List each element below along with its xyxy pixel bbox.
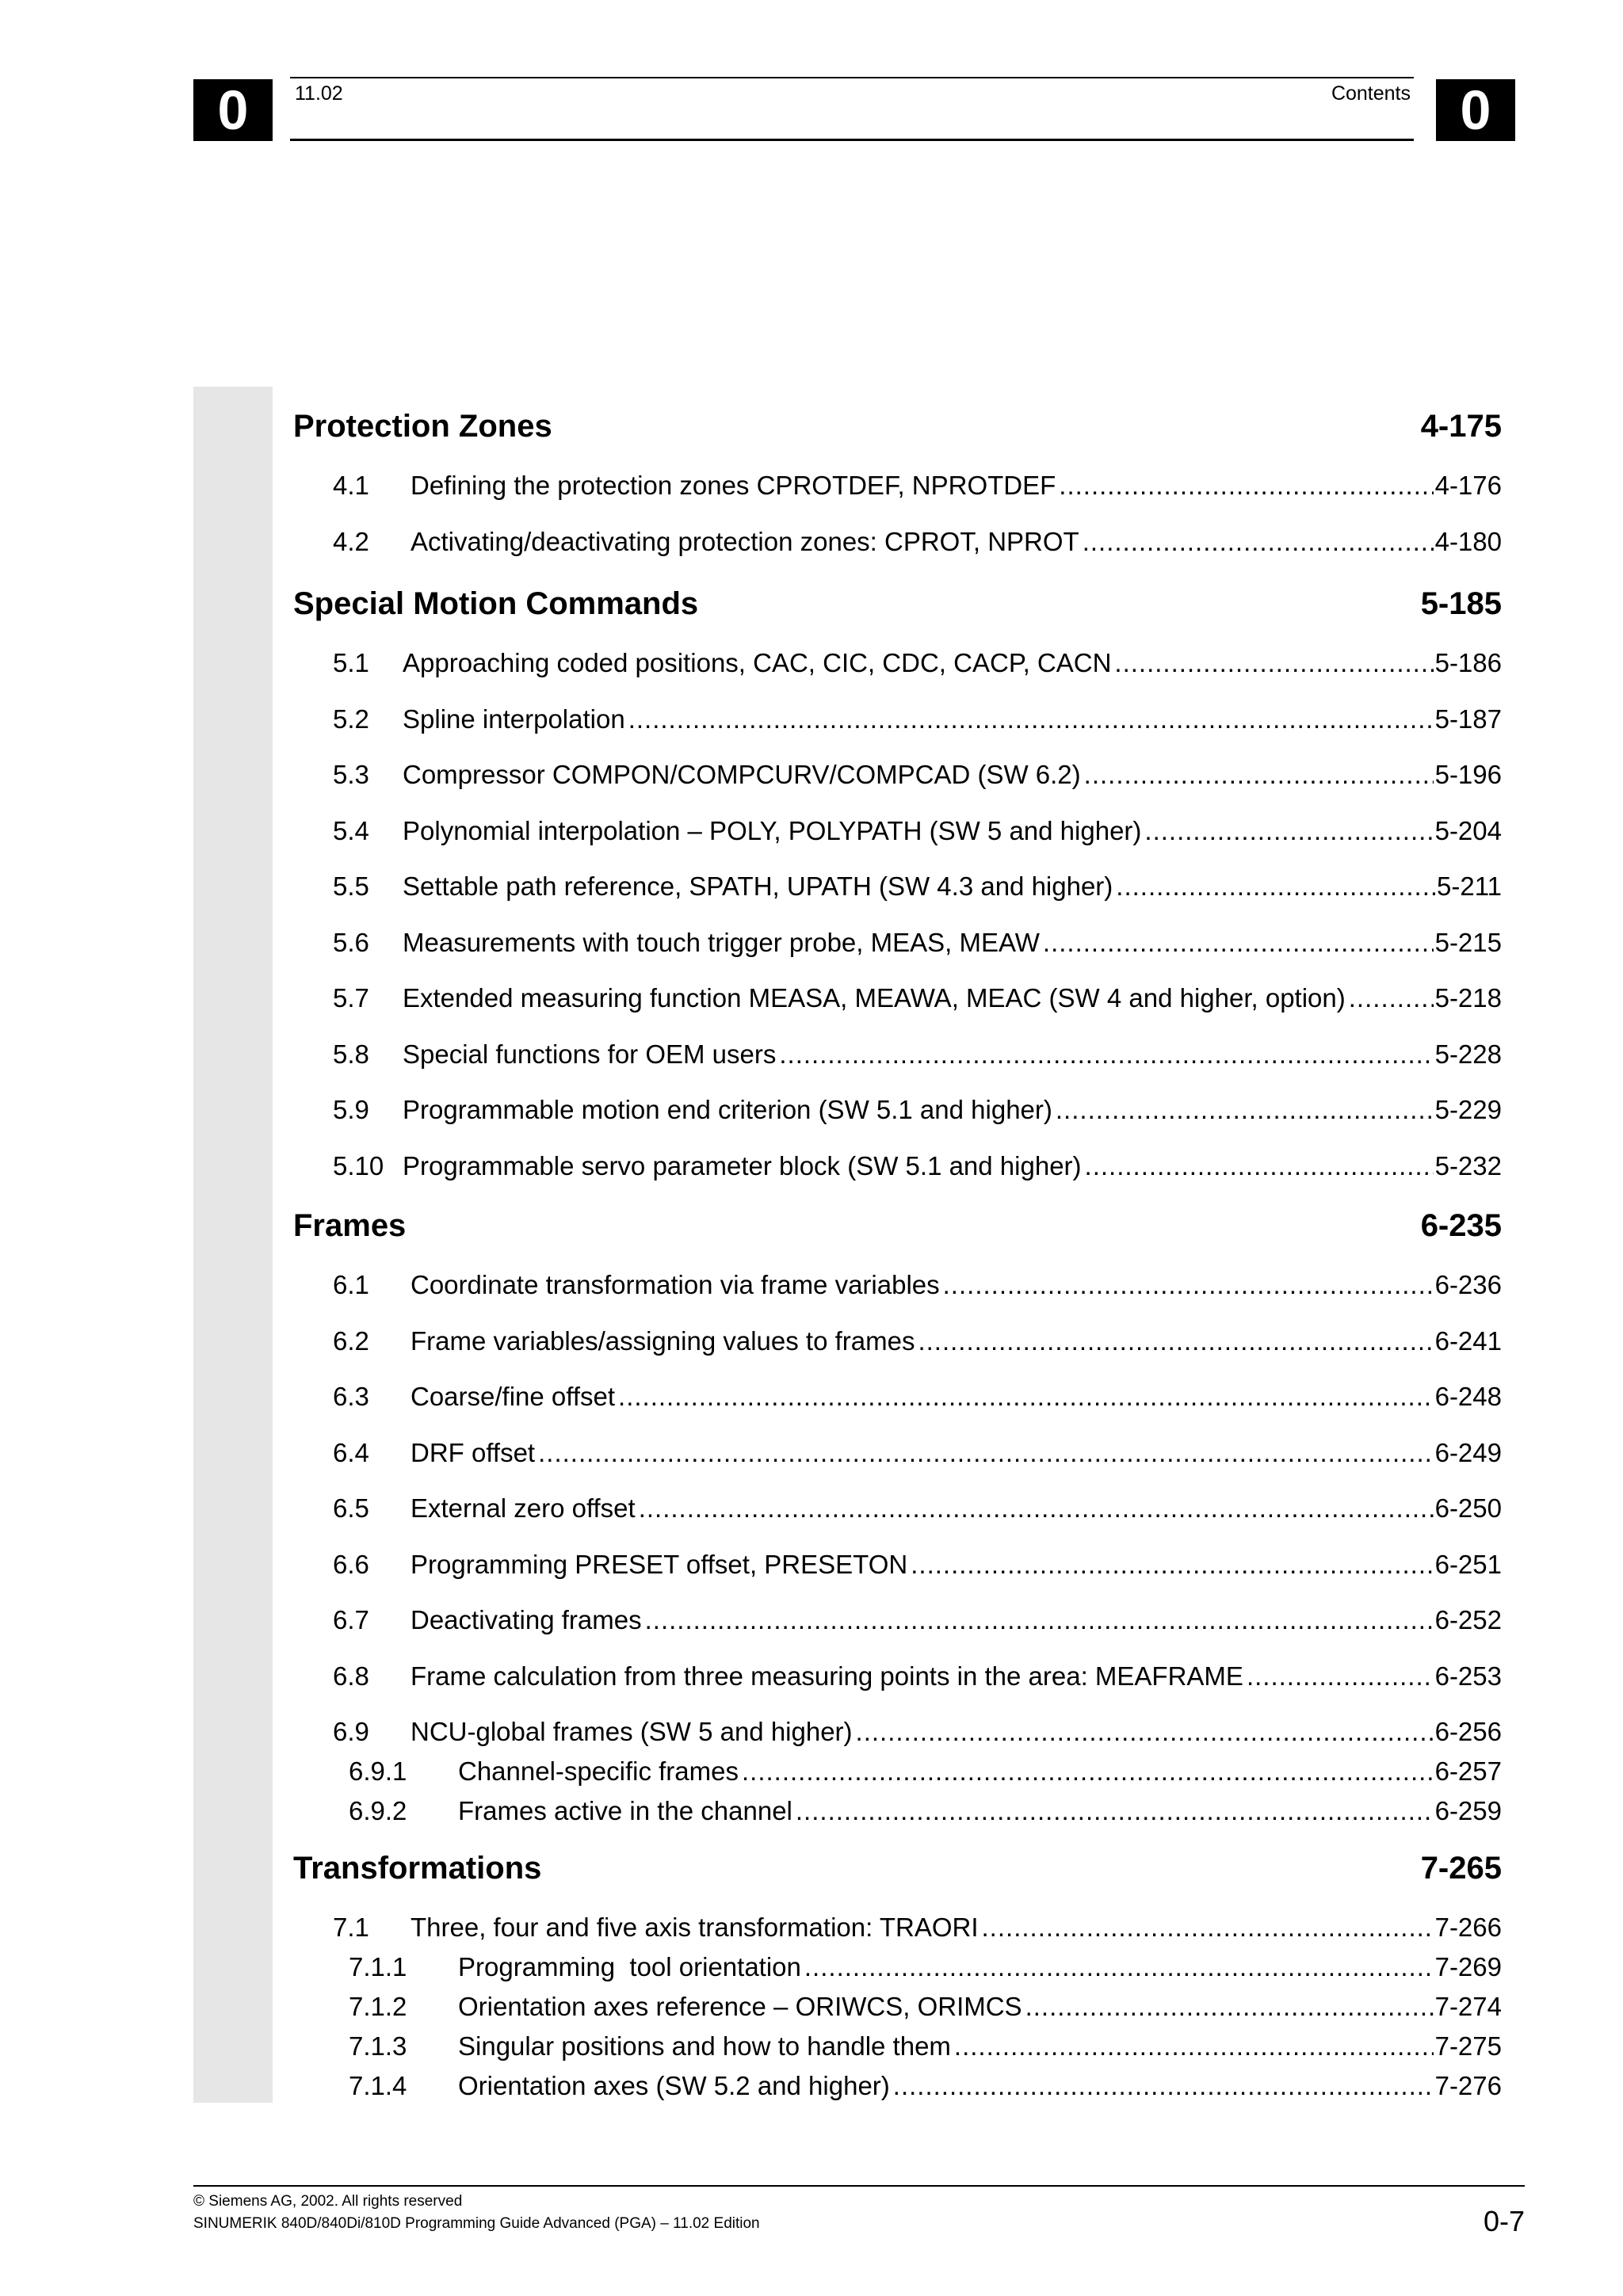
entry-number: 6.3 xyxy=(333,1382,369,1411)
footer-copyright: © Siemens AG, 2002. All rights reserved xyxy=(193,2193,463,2210)
entry-number: 6.4 xyxy=(333,1438,369,1467)
leader-dots xyxy=(890,2069,1434,2103)
entry-number: 5.7 xyxy=(333,983,369,1013)
entry-title: Programmable motion end criterion (SW 5.1 and higher) xyxy=(403,1095,1052,1124)
entry-page: 6-250 xyxy=(1434,1493,1502,1523)
leader-dots xyxy=(1243,1659,1434,1694)
leader-dots xyxy=(801,1950,1434,1985)
toc-subentry[interactable] xyxy=(349,1989,1502,2024)
chapter-title: Transformations xyxy=(293,1851,542,1886)
leader-dots xyxy=(940,1268,1434,1302)
entry-title: External zero offset xyxy=(411,1493,636,1523)
toc-entry[interactable] xyxy=(333,646,1502,681)
leader-dots xyxy=(1111,646,1433,681)
chapter-page: 7-265 xyxy=(1420,1851,1502,1886)
entry-number: 5.6 xyxy=(333,928,369,957)
entry-title: Extended measuring function MEASA, MEAWA, MEAC (SW 4 and higher, option) xyxy=(403,983,1346,1013)
leader-dots xyxy=(776,1037,1433,1072)
chapter-box-right: 0 xyxy=(1436,79,1515,141)
leader-dots xyxy=(792,1794,1434,1829)
footer-document-title: SINUMERIK 840D/840Di/810D Programming Guide Advanced (PGA) – 11.02 Edition xyxy=(193,2215,760,2232)
entry-title: DRF offset xyxy=(411,1438,536,1467)
entry-title: Singular positions and how to handle them xyxy=(458,2031,951,2061)
entry-title: Measurements with touch trigger probe, MEAS, MEAW xyxy=(403,928,1040,957)
entry-title: Settable path reference, SPATH, UPATH (SW 4.3 and higher) xyxy=(403,871,1113,901)
toc-entry[interactable] xyxy=(333,468,1502,503)
toc-entry[interactable] xyxy=(333,1603,1502,1638)
chapter-heading xyxy=(293,585,1502,623)
entry-number: 7.1.3 xyxy=(349,2031,407,2061)
entry-number: 5.9 xyxy=(333,1095,369,1124)
toc-entry[interactable] xyxy=(333,981,1502,1016)
footer-page-number: 0-7 xyxy=(1483,2205,1525,2237)
entry-title: Orientation axes (SW 5.2 and higher) xyxy=(458,2071,890,2100)
toc-subentry[interactable] xyxy=(349,1794,1502,1829)
leader-dots xyxy=(1079,524,1434,559)
entry-number: 5.5 xyxy=(333,871,369,901)
toc-subentry[interactable] xyxy=(349,1754,1502,1789)
toc-entry[interactable] xyxy=(333,757,1502,792)
entry-title: Defining the protection zones CPROTDEF, NPROTDEF xyxy=(411,471,1056,500)
leader-dots xyxy=(636,1491,1434,1526)
entry-number: 7.1.1 xyxy=(349,1952,407,1981)
entry-page: 7-276 xyxy=(1434,2071,1502,2100)
entry-number: 7.1 xyxy=(333,1913,369,1942)
entry-page: 5-211 xyxy=(1437,871,1502,901)
leader-dots xyxy=(625,702,1434,737)
toc-entry[interactable] xyxy=(333,1379,1502,1414)
leader-dots xyxy=(642,1603,1434,1638)
leader-dots xyxy=(1022,1989,1434,2024)
entry-number: 6.6 xyxy=(333,1550,369,1579)
entry-title: Orientation axes reference – ORIWCS, ORIMCS xyxy=(458,1992,1022,2021)
sidebar-band xyxy=(193,387,273,2103)
toc-entry[interactable] xyxy=(333,524,1502,559)
entry-page: 7-266 xyxy=(1434,1913,1502,1942)
entry-title: Frame calculation from three measuring points in the area: MEAFRAME xyxy=(411,1661,1243,1691)
entry-title: Coordinate transformation via frame variables xyxy=(411,1270,940,1299)
entry-page: 5-187 xyxy=(1434,704,1502,734)
entry-page: 4-180 xyxy=(1434,527,1502,556)
entry-page: 5-229 xyxy=(1434,1095,1502,1124)
entry-page: 5-215 xyxy=(1434,928,1502,957)
leader-dots xyxy=(1141,814,1433,849)
entry-number: 4.1 xyxy=(333,471,369,500)
entry-title: Programmable servo parameter block (SW 5.1 and higher) xyxy=(403,1151,1082,1180)
toc-subentry[interactable] xyxy=(349,1950,1502,1985)
chapter-page: 4-175 xyxy=(1420,409,1502,444)
entry-page: 6-253 xyxy=(1434,1661,1502,1691)
entry-number: 6.1 xyxy=(333,1270,369,1299)
toc-entry[interactable] xyxy=(333,1093,1502,1127)
entry-title: Coarse/fine offset xyxy=(411,1382,616,1411)
toc-entry[interactable] xyxy=(333,1659,1502,1694)
toc-entry[interactable] xyxy=(333,1324,1502,1359)
entry-number: 6.2 xyxy=(333,1326,369,1356)
entry-number: 5.2 xyxy=(333,704,369,734)
entry-title: Compressor COMPON/COMPCURV/COMPCAD (SW 6.2) xyxy=(403,760,1081,789)
entry-page: 6-251 xyxy=(1434,1550,1502,1579)
entry-page: 4-176 xyxy=(1434,471,1502,500)
toc-entry[interactable] xyxy=(333,1491,1502,1526)
chapter-title: Frames xyxy=(293,1208,407,1243)
entry-number: 5.10 xyxy=(333,1151,384,1180)
chapter-page: 6-235 xyxy=(1420,1208,1502,1243)
entry-number: 6.8 xyxy=(333,1661,369,1691)
leader-dots xyxy=(915,1324,1433,1359)
entry-title: Channel-specific frames xyxy=(458,1756,739,1786)
leader-dots xyxy=(1056,468,1433,503)
entry-page: 5-232 xyxy=(1434,1151,1502,1180)
entry-title: Approaching coded positions, CAC, CIC, CDC, CACP, CACN xyxy=(403,648,1112,677)
leader-dots xyxy=(907,1547,1433,1582)
toc-entry[interactable] xyxy=(333,1149,1502,1184)
leader-dots xyxy=(535,1436,1433,1470)
entry-page: 5-196 xyxy=(1434,760,1502,789)
leader-dots xyxy=(951,2029,1434,2064)
entry-number: 6.5 xyxy=(333,1493,369,1523)
leader-dots xyxy=(853,1714,1434,1749)
entry-number: 5.1 xyxy=(333,648,369,677)
entry-title: Special functions for OEM users xyxy=(403,1039,777,1069)
chapter-box-left: 0 xyxy=(193,79,273,141)
toc-entry[interactable] xyxy=(333,814,1502,849)
toc-entry[interactable] xyxy=(333,1714,1502,1749)
entry-page: 5-204 xyxy=(1434,816,1502,845)
entry-title: Frames active in the channel xyxy=(458,1796,792,1825)
entry-title: Spline interpolation xyxy=(403,704,625,734)
entry-page: 6-241 xyxy=(1434,1326,1502,1356)
entry-title: Activating/deactivating protection zones: CPROT, NPROT xyxy=(411,527,1079,556)
entry-title: Frame variables/assigning values to frames xyxy=(411,1326,915,1356)
chapter-title: Protection Zones xyxy=(293,409,552,444)
leader-dots xyxy=(1040,925,1434,960)
entry-number: 5.8 xyxy=(333,1039,369,1069)
leader-dots xyxy=(979,1910,1434,1945)
chapter-heading xyxy=(293,1207,1502,1245)
leader-dots xyxy=(1052,1093,1434,1127)
chapter-heading xyxy=(293,407,1502,445)
entry-page: 5-218 xyxy=(1434,983,1502,1013)
entry-title: Programming PRESET offset, PRESETON xyxy=(411,1550,908,1579)
chapter-page: 5-185 xyxy=(1420,586,1502,621)
toc-subentry[interactable] xyxy=(349,2069,1502,2103)
entry-number: 6.7 xyxy=(333,1605,369,1634)
entry-page: 7-274 xyxy=(1434,1992,1502,2021)
entry-page: 6-248 xyxy=(1434,1382,1502,1411)
leader-dots xyxy=(1081,757,1434,792)
toc-entry[interactable] xyxy=(333,1547,1502,1582)
entry-title: Deactivating frames xyxy=(411,1605,642,1634)
entry-number: 6.9 xyxy=(333,1717,369,1746)
entry-page: 6-259 xyxy=(1434,1796,1502,1825)
leader-dots xyxy=(739,1754,1434,1789)
toc-entry[interactable] xyxy=(333,1268,1502,1302)
entry-number: 4.2 xyxy=(333,527,369,556)
toc-subentry[interactable] xyxy=(349,2029,1502,2064)
entry-page: 6-252 xyxy=(1434,1605,1502,1634)
entry-page: 6-257 xyxy=(1434,1756,1502,1786)
leader-dots xyxy=(615,1379,1434,1414)
entry-page: 7-275 xyxy=(1434,2031,1502,2061)
chapter-heading xyxy=(293,1849,1502,1887)
toc-entry[interactable] xyxy=(333,925,1502,960)
entry-page: 6-256 xyxy=(1434,1717,1502,1746)
entry-page: 7-269 xyxy=(1434,1952,1502,1981)
entry-number: 7.1.2 xyxy=(349,1992,407,2021)
entry-page: 6-249 xyxy=(1434,1438,1502,1467)
entry-title: Programming tool orientation xyxy=(458,1952,801,1981)
entry-title: Polynomial interpolation – POLY, POLYPATH (SW 5 and higher) xyxy=(403,816,1142,845)
header-title: Contents xyxy=(1331,82,1411,105)
entry-number: 6.9.1 xyxy=(349,1756,407,1786)
footer-rule xyxy=(193,2185,1525,2187)
entry-page: 5-228 xyxy=(1434,1039,1502,1069)
entry-page: 6-236 xyxy=(1434,1270,1502,1299)
entry-number: 6.9.2 xyxy=(349,1796,407,1825)
header-date: 11.02 xyxy=(295,82,343,105)
leader-dots xyxy=(1346,981,1434,1016)
header-top-rule xyxy=(290,77,1414,78)
leader-dots xyxy=(1082,1149,1434,1184)
toc-entry[interactable] xyxy=(333,869,1502,904)
entry-number: 5.4 xyxy=(333,816,369,845)
entry-title: NCU-global frames (SW 5 and higher) xyxy=(411,1717,853,1746)
toc-entry[interactable] xyxy=(333,1037,1502,1072)
entry-title: Three, four and five axis transformation: TRAORI xyxy=(411,1913,979,1942)
entry-page: 5-186 xyxy=(1434,648,1502,677)
entry-number: 5.3 xyxy=(333,760,369,789)
leader-dots xyxy=(1113,869,1435,904)
header-bottom-rule xyxy=(290,139,1414,141)
toc-entry[interactable] xyxy=(333,1910,1502,1945)
entry-number: 7.1.4 xyxy=(349,2071,407,2100)
toc-entry[interactable] xyxy=(333,702,1502,737)
chapter-title: Special Motion Commands xyxy=(293,586,699,621)
toc-entry[interactable] xyxy=(333,1436,1502,1470)
